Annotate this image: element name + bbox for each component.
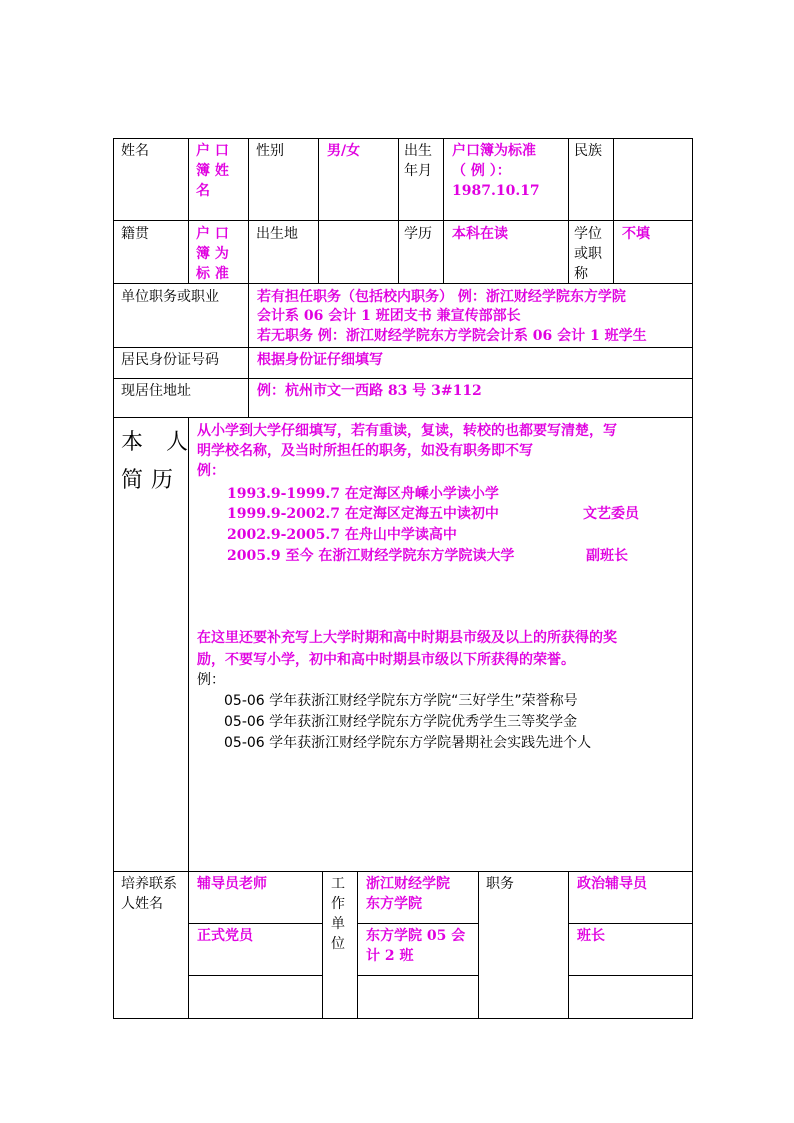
ethnic-field[interactable] — [614, 139, 692, 220]
border-line — [398, 138, 399, 284]
id-card-value: 根据身份证仔细填写 — [257, 352, 383, 368]
unit-label-char: 工 — [331, 876, 345, 892]
position-line: 若无职务 例：浙江财经学院东方学院会计系 06 会计 1 班学生 — [257, 328, 647, 344]
education-label: 学历 — [404, 226, 432, 242]
border-line — [113, 1018, 693, 1019]
border-line — [478, 871, 479, 1019]
birthplace-field[interactable] — [319, 221, 398, 283]
education-value: 本科在读 — [452, 226, 508, 242]
border-line — [248, 283, 249, 418]
border-line — [318, 138, 319, 221]
border-line — [113, 138, 114, 1019]
address-label: 现居住地址 — [121, 383, 191, 399]
birth-label-line: 出生 — [404, 143, 432, 159]
award-item: 05-06 学年获浙江财经学院东方学院优秀学生三等奖学金 — [224, 714, 578, 730]
border-line — [568, 138, 569, 284]
border-line — [568, 923, 693, 924]
border-line — [443, 138, 444, 284]
contact-name: 辅导员老师 — [197, 876, 267, 892]
post-label: 职务 — [486, 876, 514, 892]
awards-intro-line: 在这里还要补充写上大学时期和高中时期县市级及以上的所获得的奖 — [197, 630, 617, 646]
unit-label-char: 位 — [331, 936, 345, 952]
border-line — [188, 138, 189, 284]
unit-label-char: 作 — [331, 896, 345, 912]
border-line — [248, 138, 249, 284]
birth-hint-line: 1987.10.17 — [452, 183, 540, 199]
award-item: 05-06 学年获浙江财经学院东方学院“三好学生”荣誉称号 — [224, 693, 578, 709]
id-card-label: 居民身份证号码 — [121, 352, 219, 368]
contact-unit-empty[interactable] — [358, 976, 478, 1018]
contact-post-empty[interactable] — [569, 976, 692, 1018]
name-hint-line: 名 — [196, 183, 210, 199]
address-value: 例：杭州市文一西路 83 号 3#112 — [257, 383, 482, 399]
native-place-label: 籍贯 — [121, 226, 149, 242]
contact-unit-line: 东方学院 05 会 — [366, 928, 466, 944]
border-line — [113, 138, 693, 139]
border-line — [113, 378, 693, 379]
unit-label-char: 单 — [331, 916, 345, 932]
contact-unit-line: 东方学院 — [366, 896, 422, 912]
resume-intro-line: 从小学到大学仔细填写，若有重读，复读，转校的也都要写清楚，写 — [197, 423, 617, 439]
degree-label-line: 或职 — [574, 246, 602, 262]
position-label: 单位职务或职业 — [121, 289, 219, 305]
name-label: 姓名 — [121, 143, 149, 159]
gender-value: 男/女 — [327, 143, 361, 159]
contact-unit-line: 计 2 班 — [366, 948, 414, 964]
native-hint-line: 户 口 — [196, 226, 229, 242]
native-hint-line: 标 准 — [196, 266, 229, 282]
degree-label-line: 称 — [574, 266, 588, 282]
resume-label-line: 本 人 — [121, 430, 196, 455]
contact-label-line: 培养联系 — [121, 876, 177, 892]
birth-label-line: 年月 — [404, 163, 432, 179]
border-line — [357, 923, 478, 924]
awards-example-label: 例： — [197, 672, 225, 688]
border-line — [113, 220, 693, 221]
birth-hint-line: （ 例 ）： — [452, 163, 511, 179]
border-line — [692, 138, 693, 1019]
contact-label-line: 人姓名 — [121, 896, 163, 912]
border-line — [113, 417, 693, 418]
award-item: 05-06 学年获浙江财经学院东方学院暑期社会实践先进个人 — [224, 735, 592, 751]
resume-entry-period: 2002.9-2005.7 在舟山中学读高中 — [227, 527, 457, 543]
resume-entry-period: 1999.9-2002.7 在定海区定海五中读初中 — [227, 506, 499, 522]
gender-label: 性别 — [256, 143, 284, 159]
resume-entry-period: 1993.9-1999.7 在定海区舟嵊小学读小学 — [227, 486, 499, 502]
contact-post: 政治辅导员 — [577, 876, 647, 892]
birthplace-label: 出生地 — [256, 226, 298, 242]
birth-hint-line: 户口簿为标准 — [452, 143, 536, 159]
resume-intro-line: 例： — [197, 463, 225, 479]
degree-label-line: 学位 — [574, 226, 602, 242]
contact-name: 正式党员 — [197, 928, 253, 944]
contact-post: 班长 — [577, 928, 605, 944]
ethnic-label: 民族 — [574, 143, 602, 159]
contact-unit-line: 浙江财经学院 — [366, 876, 450, 892]
resume-intro-line: 明学校名称，及当时所担任的职务，如没有职务即不写 — [197, 443, 533, 459]
degree-value: 不填 — [622, 226, 650, 242]
border-line — [188, 923, 322, 924]
name-hint-line: 户 口 — [196, 143, 229, 159]
position-line: 若有担任职务（包括校内职务） 例：浙江财经学院东方学院 — [257, 289, 626, 305]
awards-intro-line: 励，不要写小学，初中和高中时期县市级以下所获得的荣誉。 — [197, 652, 575, 668]
name-hint-line: 簿 姓 — [196, 163, 229, 179]
border-line — [188, 417, 189, 1019]
border-line — [113, 347, 693, 348]
position-line: 会计系 06 会计 1 班团支书 兼宣传部部长 — [257, 308, 521, 324]
resume-entry-role: 文艺委员 — [583, 506, 639, 522]
contact-name-empty[interactable] — [189, 976, 322, 1018]
border-line — [322, 871, 323, 1019]
border-line — [113, 871, 693, 872]
resume-entry-period: 2005.9 至今 在浙江财经学院东方学院读大学 — [227, 548, 515, 564]
resume-entry-role: 副班长 — [586, 548, 628, 564]
native-hint-line: 簿 为 — [196, 246, 229, 262]
resume-label-line: 简历 — [121, 468, 182, 493]
